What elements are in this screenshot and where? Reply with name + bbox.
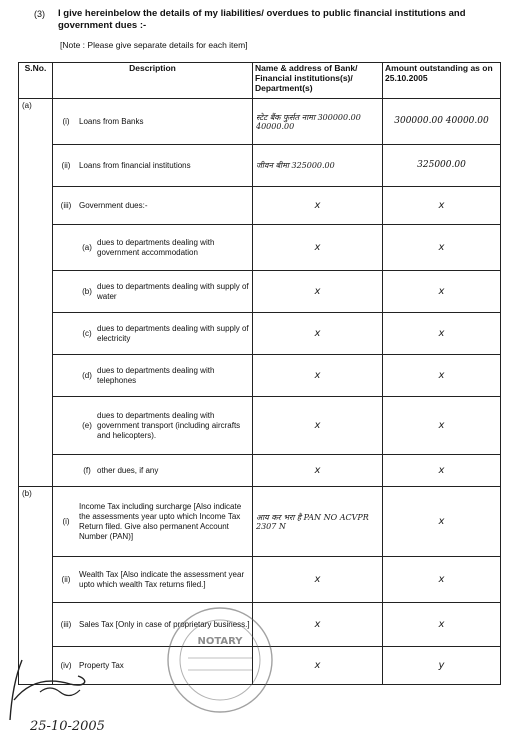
table-row xyxy=(19,187,501,225)
name-cell: x xyxy=(253,557,383,603)
section-title: I give hereinbelow the details of my liabilities/ overdues to public financial institutions and government dues :- xyxy=(58,8,466,31)
desc-cell xyxy=(53,397,253,455)
item-description: Property Tax xyxy=(79,660,124,670)
desc-cell xyxy=(53,225,253,271)
desc-cell xyxy=(53,187,253,225)
item-number: (c) xyxy=(82,329,92,338)
item-description: Loans from Banks xyxy=(79,116,144,126)
item-description: Sales Tax [Only in case of proprietary business.] xyxy=(79,619,250,629)
amount-cell: 325000.00 xyxy=(383,145,501,187)
table-row xyxy=(19,397,501,455)
stamp-label: NOTARY xyxy=(197,636,243,647)
name-cell: x xyxy=(253,603,383,647)
header xyxy=(0,0,508,60)
desc-cell xyxy=(53,603,253,647)
name-cell: स्टेट बैंक फुर्सत नामा 300000.00 40000.00 xyxy=(253,99,383,145)
item-description: dues to departments dealing with supply of water xyxy=(97,281,249,301)
amount-cell: x xyxy=(383,603,501,647)
col-sno: S.No. xyxy=(19,63,53,99)
name-cell: जीवन बीमा 325000.00 xyxy=(253,145,383,187)
desc-cell xyxy=(53,145,253,187)
table-row xyxy=(19,271,501,313)
name-cell: x xyxy=(253,313,383,355)
desc-cell xyxy=(53,313,253,355)
name-cell: x xyxy=(253,225,383,271)
item-number: (iii) xyxy=(60,620,72,629)
item-description: other dues, if any xyxy=(97,465,159,475)
item-number: (a) xyxy=(82,243,92,252)
table-row xyxy=(19,225,501,271)
item-number: (ii) xyxy=(61,161,71,170)
item-number: (d) xyxy=(82,371,92,380)
name-cell: x xyxy=(253,455,383,487)
item-number: (ii) xyxy=(61,575,71,584)
item-number: (f) xyxy=(83,466,91,475)
name-cell: x xyxy=(253,187,383,225)
item-description: dues to departments dealing with government accommodation xyxy=(97,237,215,257)
item-number: (i) xyxy=(62,517,70,526)
section-note: [Note : Please give separate details for each item] xyxy=(60,40,248,50)
amount-cell: y xyxy=(383,647,501,685)
signature-date: 25-10-2005 xyxy=(30,719,105,734)
table-row xyxy=(19,557,501,603)
item-description: Government dues:- xyxy=(79,200,148,210)
desc-cell xyxy=(53,355,253,397)
col-description: Description xyxy=(53,63,253,99)
item-number: (iii) xyxy=(60,201,72,210)
table-header-row xyxy=(19,63,501,99)
amount-cell: x xyxy=(383,313,501,355)
amount-cell: x xyxy=(383,557,501,603)
item-description: Loans from financial institutions xyxy=(79,160,191,170)
item-number: (i) xyxy=(62,117,70,126)
name-cell: आय कर भरा है PAN NO ACVPR 2307 N xyxy=(253,487,383,557)
amount-cell: x xyxy=(383,187,501,225)
desc-cell xyxy=(53,557,253,603)
item-description: dues to departments dealing with government transport (including aircrafts and helicopters). xyxy=(97,410,241,440)
table-row xyxy=(19,145,501,187)
item-number: (b) xyxy=(82,287,92,296)
table-row xyxy=(19,313,501,355)
amount-cell: 300000.00 40000.00 xyxy=(383,99,501,145)
row-label-a: (a) xyxy=(19,99,53,487)
desc-cell xyxy=(53,455,253,487)
section-number: (3) xyxy=(34,9,45,19)
table-row xyxy=(19,647,501,685)
desc-cell xyxy=(53,99,253,145)
table-row xyxy=(19,487,501,557)
amount-cell: x xyxy=(383,355,501,397)
name-cell: x xyxy=(253,271,383,313)
amount-cell: x xyxy=(383,225,501,271)
col-name: Name & address of Bank/ Financial institutions(s)/ Department(s) xyxy=(253,63,383,99)
item-description: dues to departments dealing with supply of electricity xyxy=(97,323,249,343)
row-label-b: (b) xyxy=(19,487,53,685)
amount-cell: x xyxy=(383,455,501,487)
table-row xyxy=(19,603,501,647)
table-row xyxy=(19,355,501,397)
amount-cell: x xyxy=(383,397,501,455)
item-number: (iv) xyxy=(60,661,72,670)
liabilities-table xyxy=(18,62,501,685)
table-row xyxy=(19,455,501,487)
desc-cell xyxy=(53,271,253,313)
col-amount: Amount outstanding as on 25.10.2005 xyxy=(383,63,501,99)
item-description: Wealth Tax [Also indicate the assessment year upto which wealth Tax returns filed.] xyxy=(79,569,245,589)
desc-cell xyxy=(53,487,253,557)
table-row xyxy=(19,99,501,145)
amount-cell: x xyxy=(383,271,501,313)
item-number: (e) xyxy=(82,421,92,430)
name-cell: x xyxy=(253,647,383,685)
desc-cell xyxy=(53,647,253,685)
item-description: Income Tax including surcharge [Also indicate the assessments year upto which Income Tax Return filed. Give also permanent Account Number (PAN)] xyxy=(79,501,242,541)
item-description: dues to departments dealing with telephones xyxy=(97,365,215,385)
name-cell: x xyxy=(253,397,383,455)
amount-cell: x xyxy=(383,487,501,557)
name-cell: x xyxy=(253,355,383,397)
